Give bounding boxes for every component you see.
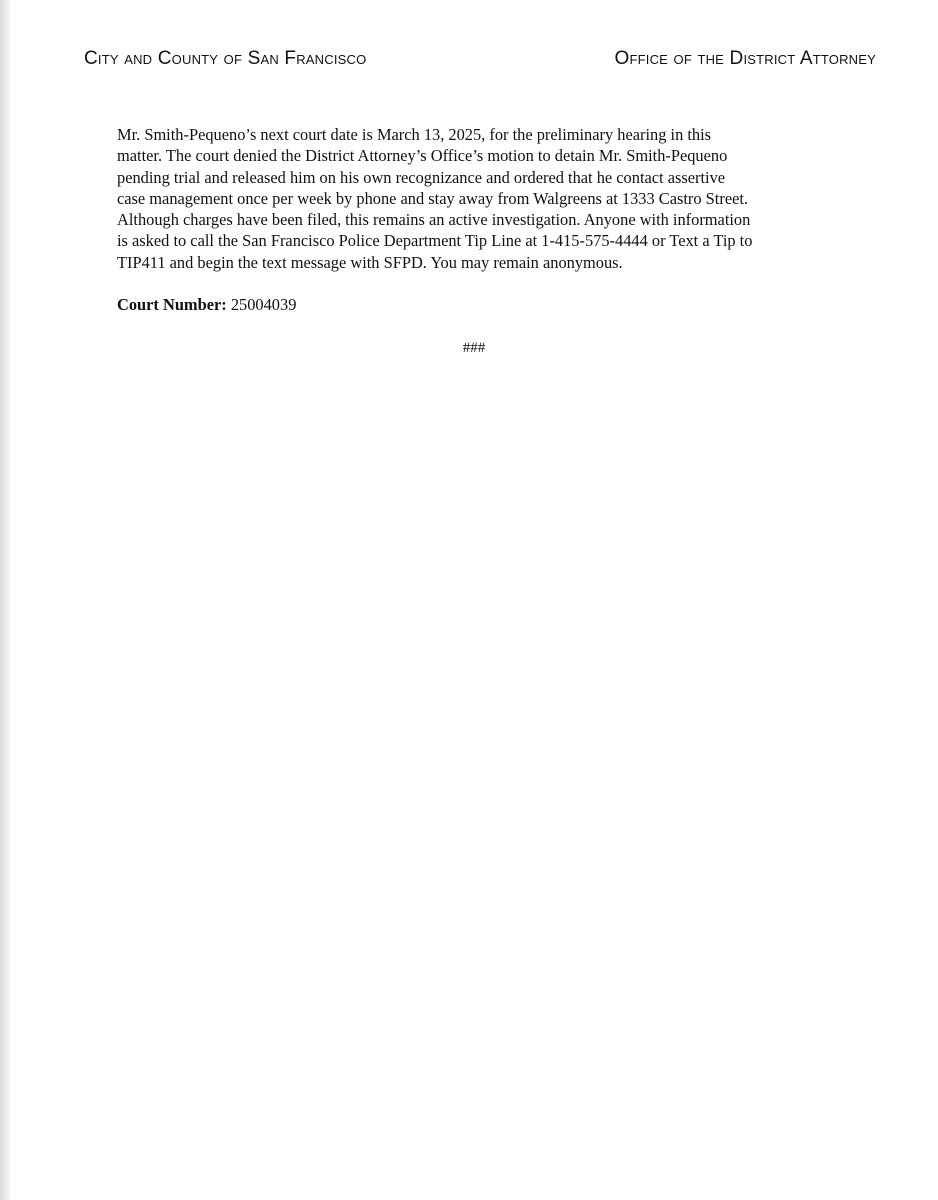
court-number-value: 25004039 bbox=[230, 295, 297, 314]
header-right-title: Office of the District Attorney bbox=[614, 48, 876, 69]
header-left-title: City and County of San Francisco bbox=[84, 48, 367, 69]
end-of-release-mark: ### bbox=[462, 340, 486, 356]
document-page bbox=[10, 0, 938, 1200]
body-paragraph: Mr. Smith-Pequeno’s next court date is March 13, 2025, for the preliminary hearing in this matter. The court denied the District Attorney’s Office’s motion to detain Mr. Smith-Pequeno pending trial and released him on his own recognizance and ordered that he contact assertive case management once per week by phone and stay away from Walgreens at 1333 Castro Street. Although charges have been filed, this remains an active investigation. Anyone with information is asked to call the San Francisco Police Department Tip Line at 1-415-575-4444 or Text a Tip to TIP411 and begin the text message with SFPD. You may remain anonymous. bbox=[117, 125, 753, 272]
court-number-line bbox=[117, 294, 296, 315]
court-number-label: Court Number: bbox=[117, 295, 227, 314]
page-left-edge-shadow bbox=[0, 0, 10, 1200]
